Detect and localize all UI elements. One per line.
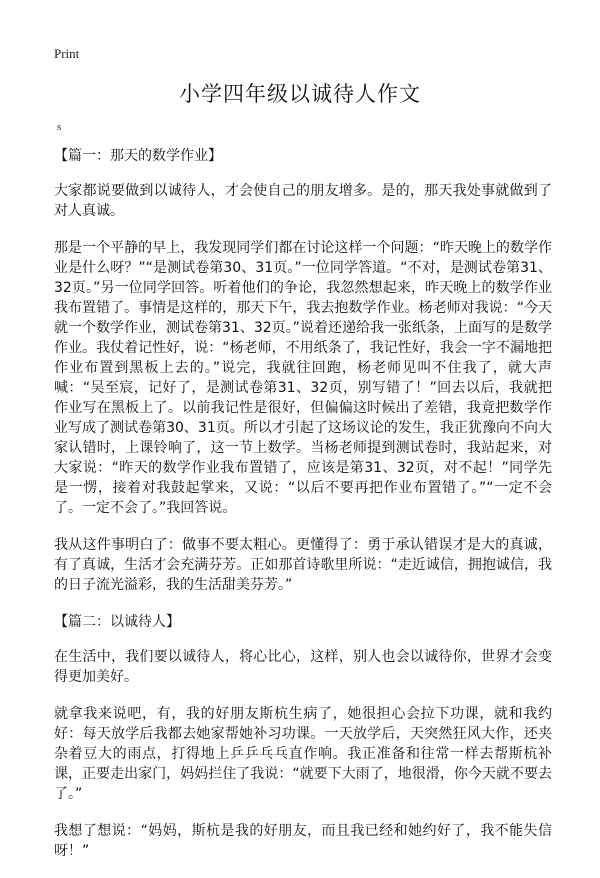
article-body bbox=[54, 146, 552, 878]
paragraph: 那是一个平静的早上，我发现同学们都在讨论这样一个问题：“昨天晚上的数学作业是什么呀？”“是测试卷第30、31页。”一位同学答道。“不对，是测试卷第31、32页。”另一位同学回答。听着他们的争论，我忽然想起来，昨天晚上的数学作业我布置错了。事情是这样的，那天下午，我去抱数学作业。杨老师对我说：“今天就一个数学作业，测试卷第31、32页。”说着还递给我一张纸条，上面写的是数学作业。我仗着记性好，说：“杨老师，不用纸条了，我记性好，我会一字不漏地把作业布置到黑板上去的。”说完，我就往回跑，杨老师见叫不住我了，就大声喊：“吴至宸，记好了，是测试卷第31、32页，别写错了！”回去以后，我就把作业写在黑板上了。以前我记性是很好，但偏偏这时候出了差错，我竟把数学作业写成了测试卷第30、31页。所以才引起了这场议论的发生，我正犹豫向不向大家认错时，上课铃响了，这一节上数学。当杨老师提到测试卷时，我站起来，对大家说：“昨天的数学作业我布置错了，应该是第31、32页，对不起！”同学先是一愣，接着对我鼓起掌来，又说：“以后不要再把作业布置错了。”“一定不会了。一定不会了。”我回答说。 bbox=[54, 240, 552, 516]
paragraph: 我从这件事明白了：做事不要太粗心。更懂得了：勇于承认错误才是大的真诚，有了真诚，生活才会充满芬芳。正如那首诗歌里所说：“走近诚信，拥抱诚信，我的日子流光溢彩，我的生活甜美芬芳。” bbox=[54, 537, 552, 593]
paragraph: 在生活中，我们要以诚待人，将心比心，这样，别人也会以诚待你，世界才会变得更加美好。 bbox=[54, 649, 552, 685]
paragraph: 我想了想说：“妈妈，斯杭是我的好朋友，而且我已经和她约好了，我不能失信呀！” bbox=[54, 823, 552, 859]
section-2 bbox=[54, 612, 552, 861]
paragraph: 就拿我来说吧，有，我的好朋友斯杭生病了，她很担心会拉下功课，就和我约好：每天放学后我都去她家帮她补习功课。一天放学后，天突然狂风大作，还夹杂着豆大的雨点，打得地上乒乒乓乓直作响。我正准备和往常一样去帮斯杭补课，正要走出家门，妈妈拦住了我说：“就要下大雨了，地很滑，你今天就不要去了。” bbox=[54, 706, 552, 802]
section-1 bbox=[54, 146, 552, 595]
section-heading: 【篇一：那天的数学作业】 bbox=[54, 148, 222, 164]
small-mark: s bbox=[57, 121, 62, 133]
print-label: Print bbox=[54, 46, 80, 61]
page-title: 小学四年级以诚待人作文 bbox=[179, 82, 421, 106]
paragraph: 大家都说要做到以诚待人，才会使自己的朋友增多。是的，那天我处事就做到了对人真诚。 bbox=[54, 183, 552, 219]
section-heading: 【篇二：以诚待人】 bbox=[54, 614, 180, 630]
